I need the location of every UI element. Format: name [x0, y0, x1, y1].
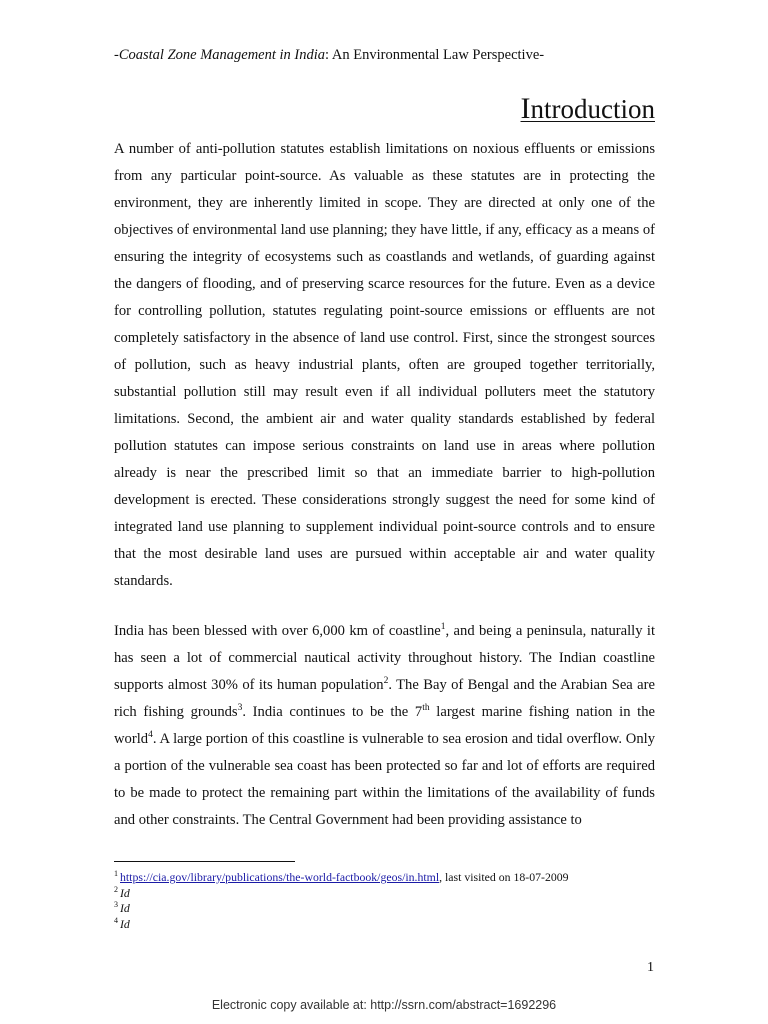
footnote-3	[114, 901, 569, 917]
paragraph-2	[114, 618, 655, 834]
footnote-text: , last visited on 18-07-2009	[439, 870, 569, 884]
footnote-ref-4[interactable]: 4	[148, 730, 153, 741]
footnote-number: 1	[114, 869, 118, 879]
footnote-number: 3	[114, 900, 118, 910]
footnote-text: Id	[120, 901, 130, 915]
footnote-text: Id	[120, 916, 130, 931]
paragraph-2-text: . India continues to be the 7	[242, 704, 423, 720]
footnote-text: Id	[120, 885, 130, 900]
ssrn-notice: Electronic copy available at: http://ssrn.com/abstract=1692296	[211, 998, 557, 1012]
footnote-4	[114, 917, 569, 933]
paragraph-2-text: largest marine fishing nation in the world	[114, 704, 655, 747]
section-title-initial: I	[520, 92, 531, 125]
footnote-link[interactable]: https://cia.gov/library/publications/the-world-factbook/geos/in.html	[120, 870, 440, 884]
section-title	[521, 92, 655, 126]
footnote-ref-3[interactable]: 3	[237, 703, 243, 714]
paragraph-2-text: , and being a peninsula, naturally it has seen a lot of commercial nautical activity throughout history. The Indian coastline supports almost 30% of its human population	[114, 623, 655, 693]
page-number: 1	[647, 960, 654, 975]
footnote-ref-2[interactable]: 2	[383, 676, 389, 687]
footnote-1	[114, 870, 569, 886]
paragraph-1: A number of anti-pollution statutes establish limitations on noxious effluents or emissions from any particular point-source. As valuable as these statutes are in protecting the environment, they are inherently limited in scope. They are directed at only one of the objectives of environmental land use planning; they have little, if any, efficacy as a means of ensuring the integrity of ecosystems such as coastlands and wetlands, of guarding against the dangers of flooding, and of preserving scarce resources for the future. Even as a device for controlling pollution, statutes regulating point-source emissions or effluents are not completely satisfactory in the absence of land use control. First, since the strongest sources of pollution, such as heavy industrial plants, often are grouped together territorially, substantial pollution still may result even if all individual polluters meet the statutory limitations. Second, the ambient air and water quality standards established by federal pollution statutes can impose serious constraints on land use in areas where pollution already is near the prescribed limit so that an immediate barrier to high-pollution development is erected. These considerations strongly suggest the need for some kind of integrated land use planning to supplement individual point-source controls and to ensure that the most desirable land uses are pursued within acceptable air and water quality standards.	[114, 141, 655, 589]
footnote-separator	[114, 861, 295, 862]
footnote-2	[114, 886, 569, 902]
paragraph-2-text: . The Bay of Bengal and the Arabian Sea are rich fishing grounds	[114, 677, 655, 720]
footnote-number: 2	[114, 884, 118, 894]
paragraph-2-text: India has been blessed with over 6,000 km of coastline	[114, 623, 441, 639]
footnote-ref-1[interactable]: 1	[440, 622, 446, 633]
running-header-rest: : An Environmental Law Perspective-	[325, 47, 545, 63]
running-header	[114, 46, 544, 64]
paragraph-2-text: . A large portion of this coastline is vulnerable to sea erosion and tidal overflow. Only a portion of the vulnerable sea coast has been protected so far and lot of efforts are required to be made to protect the remaining part within the limitations of the availability of funds and other constraints. The Central Government had been providing assistance to	[114, 731, 655, 828]
footnote-number: 4	[114, 915, 118, 925]
section-title-rest: ntroduction	[530, 94, 655, 124]
running-header-italic: -Coastal Zone Management in India	[114, 47, 326, 63]
footnotes	[114, 870, 569, 932]
ordinal-suffix: th	[422, 703, 430, 714]
